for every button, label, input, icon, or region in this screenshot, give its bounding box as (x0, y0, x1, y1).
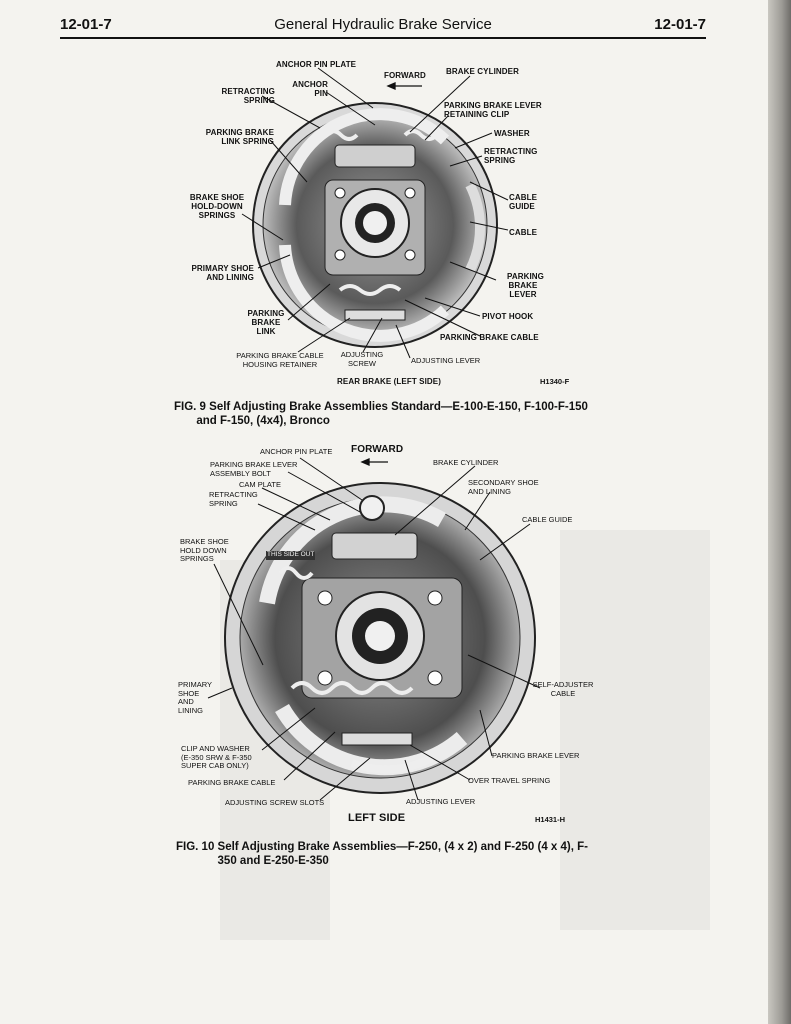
fig10-label-this-side-out: THIS SIDE OUT (267, 551, 315, 558)
fig9-label-parking-brake-lever-retaining-clip: PARKING BRAKE LEVER RETAINING CLIP (444, 101, 542, 119)
fig9-label-cable: CABLE (509, 228, 538, 237)
page-number-right: 12-01-7 (654, 16, 706, 33)
fig9-drawing-code: H1340-F (540, 377, 570, 386)
fig10-label-left-side: LEFT SIDE (348, 812, 406, 824)
fig9-label-brake-cylinder: BRAKE CYLINDER (446, 67, 519, 76)
fig10-label-retracting-spring: RETRACTING SPRING (209, 490, 258, 508)
fig9-label-housing-retainer: PARKING BRAKE CABLE HOUSING RETAINER (236, 351, 324, 369)
fig9-caption: FIG. 9 Self Adjusting Brake Assemblies Standard—E-100-E-150, F-100-F-150 and F-150, (4x4), Bronco (174, 401, 588, 427)
page-number-left: 12-01-7 (60, 16, 112, 33)
fig10-label-lever-bolt: PARKING BRAKE LEVER ASSEMBLY BOLT (210, 460, 298, 478)
fig9-label-rear-brake: REAR BRAKE (LEFT SIDE) (337, 377, 441, 386)
fig10-label-cable-guide: CABLE GUIDE (522, 515, 573, 524)
fig10-label-secondary-shoe: SECONDARY SHOE AND LINING (468, 478, 539, 496)
fig10-drawing-code: H1431-H (535, 815, 566, 824)
fig9-label-primary-shoe: PRIMARY SHOE AND LINING (191, 264, 254, 282)
fig10-caption: FIG. 10 Self Adjusting Brake Assemblies—F-250, (4 x 2) and F-250 (4 x 4), F- 350 and E-250-E-350 (176, 841, 588, 867)
fig9-label-parking-brake-lever: PARKING BRAKE LEVER (507, 272, 544, 299)
fig9-label-parking-brake-link-spring: PARKING BRAKE LINK SPRING (205, 128, 274, 146)
fig9-label-parking-brake-cable: PARKING BRAKE CABLE (440, 333, 539, 342)
fig10-label-adjusting-lever: ADJUSTING LEVER (406, 797, 476, 806)
fig9-label-adjusting-lever: ADJUSTING LEVER (411, 356, 481, 365)
fig9-label-retracting-spring-right: RETRACTING SPRING (484, 147, 538, 165)
fig9-label-washer: WASHER (494, 129, 530, 138)
fig10-label-parking-brake-cable: PARKING BRAKE CABLE (188, 778, 276, 787)
page-title: General Hydraulic Brake Service (274, 16, 492, 33)
fig9-label-cable-guide: CABLE GUIDE (509, 193, 538, 211)
book-spine-shadow (768, 0, 791, 1024)
fig10-label-anchor-pin-plate: ANCHOR PIN PLATE (260, 447, 333, 456)
fig10-leader-lines (0, 440, 768, 830)
fig10-label-brake-cylinder: BRAKE CYLINDER (433, 458, 499, 467)
fig10-label-over-travel-spring: OVER TRAVEL SPRING (468, 776, 551, 785)
fig10-label-hold-down-springs: BRAKE SHOE HOLD DOWN SPRINGS (180, 537, 229, 563)
fig9-label-retracting-spring-left: RETRACTING SPRING (221, 87, 275, 105)
fig9-label-anchor-pin-plate: ANCHOR PIN PLATE (276, 60, 357, 69)
fig10-label-forward: FORWARD (351, 444, 404, 455)
fig10-label-clip-washer: CLIP AND WASHER (E-350 SRW & F-350 SUPER CAB ONLY) (181, 744, 252, 770)
fig9-label-pivot-hook: PIVOT HOOK (482, 312, 534, 321)
fig9-label-anchor-pin: ANCHOR PIN (292, 80, 328, 98)
fig9-label-adjusting-screw: ADJUSTING SCREW (340, 350, 384, 368)
fig10-label-self-adjuster-cable: SELF-ADJUSTER CABLE (532, 680, 594, 698)
fig9-label-hold-down-springs: BRAKE SHOE HOLD-DOWN SPRINGS (189, 193, 245, 220)
fig9-label-forward: FORWARD (384, 71, 426, 80)
fig10-label-primary-shoe: PRIMARY SHOE AND LINING (178, 680, 213, 715)
fig9-label-parking-brake-link: PARKING BRAKE LINK (247, 309, 285, 336)
fig10-label-adjusting-screw-slots: ADJUSTING SCREW SLOTS (225, 798, 325, 807)
fig10-label-parking-brake-lever: PARKING BRAKE LEVER (492, 751, 580, 760)
fig10-label-cam-plate: CAM PLATE (239, 480, 281, 489)
